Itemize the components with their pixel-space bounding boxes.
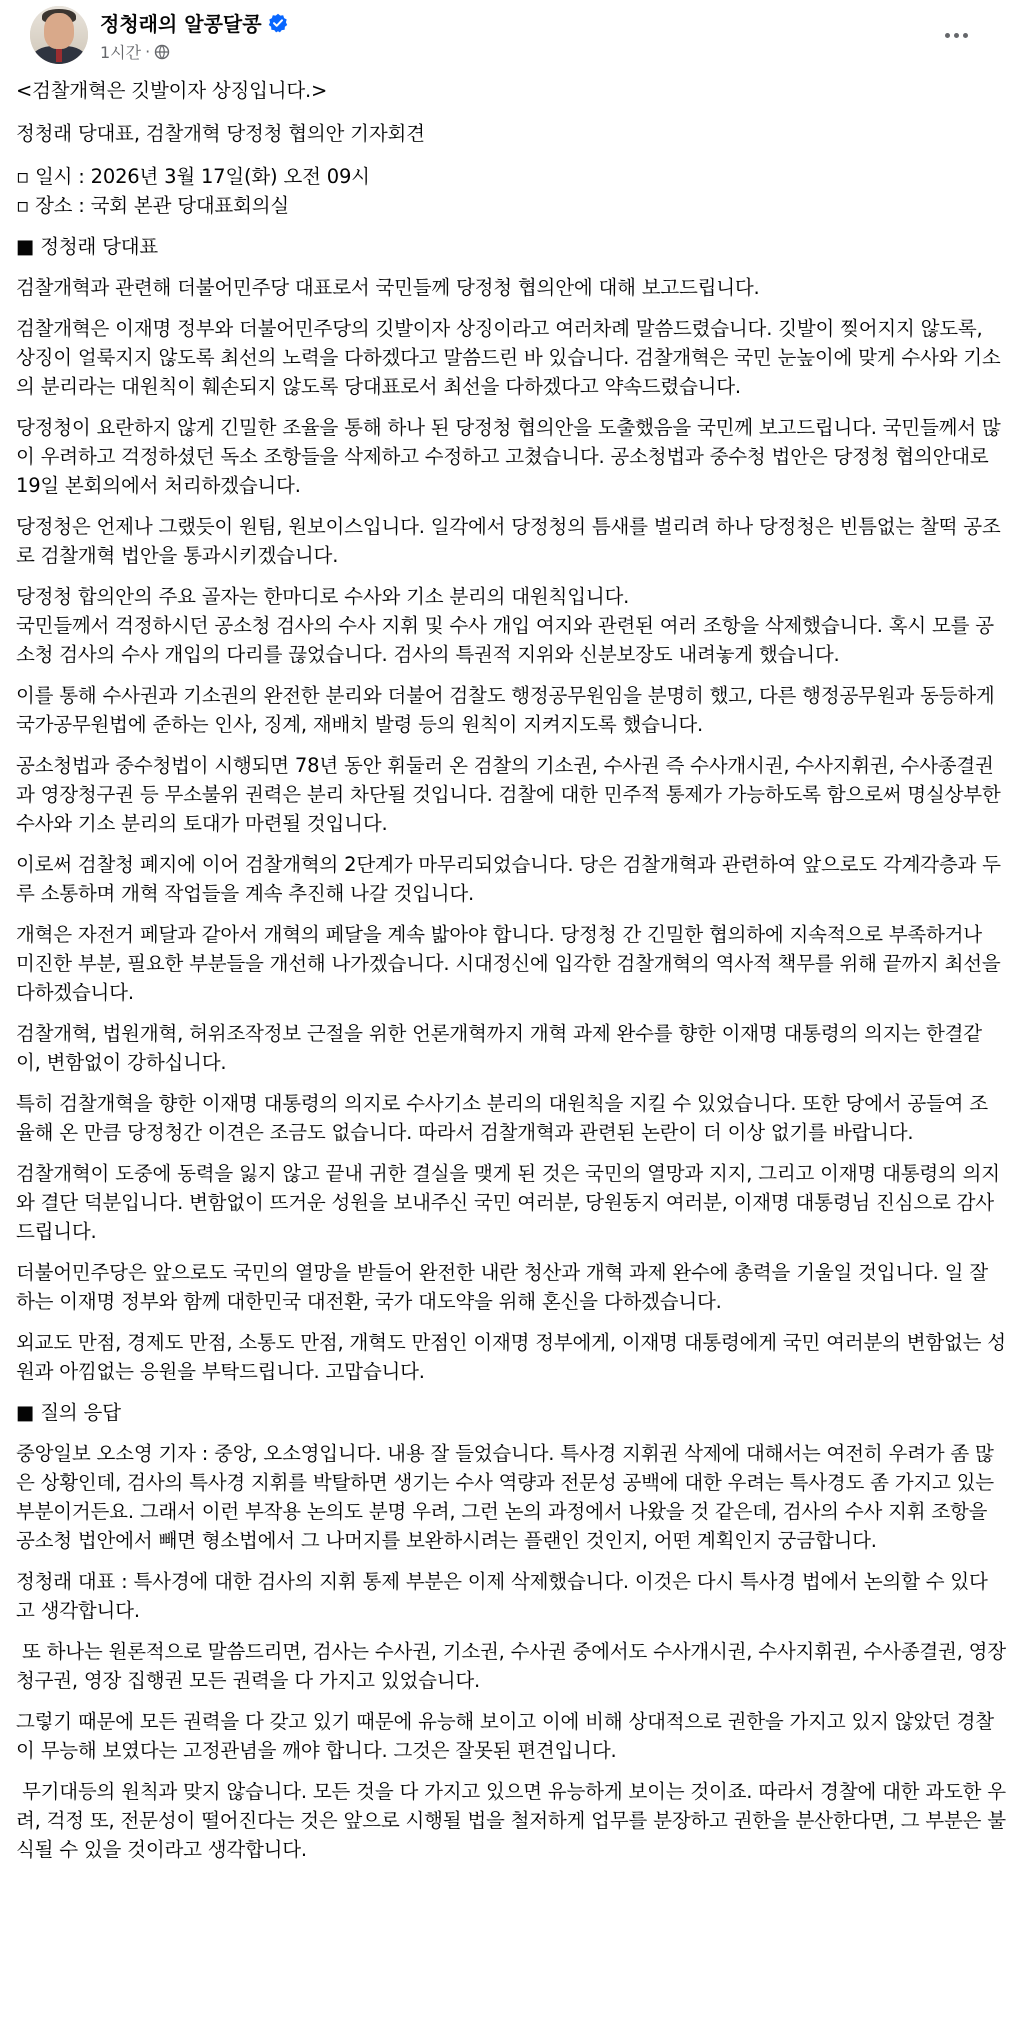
post-meta [100, 40, 170, 63]
post-subtitle: 정청래 당대표, 검찰개혁 당정청 협의안 기자회견 [16, 122, 425, 145]
paragraph: 당정청은 언제나 그랬듯이 원팀, 원보이스입니다. 일각에서 당정청의 틈새를 벌리려 하나 당정청은 빈틈없는 찰떡 공조로 검찰개혁 법안을 통과시키겠습니다. [16, 515, 1001, 567]
paragraph: 공소청법과 중수청법이 시행되면 78년 동안 휘둘러 온 검찰의 기소권, 수사권 즉 수사개시권, 수사지휘권, 수사종결권과 영장청구권 등 무소불위 권력은 분리 차단될 것입니다. 검찰에 대한 민주적 통제가 가능하도록 함으로써 명실상부한 수사와 기소 분리의 토대가 마련될 것입니다. [16, 754, 1007, 835]
paragraph: 당정청이 요란하지 않게 긴밀한 조율을 통해 하나 된 당정청 협의안을 도출했음을 국민께 보고드립니다. 국민들께서 많이 우려하고 걱정하셨던 독소 조항들을 삭제하고 수정하고 고쳤습니다. 공소청법과 중수청 법안은 당정청 협의안대로 19일 본회의에서 처리하겠습니다. [16, 416, 1001, 497]
paragraph: 정청래 대표 : 특사경에 대한 검사의 지휘 통제 부분은 이제 삭제했습니다. 이것은 다시 특사경 법에서 논의할 수 있다고 생각합니다. [16, 1570, 988, 1622]
paragraph: 그렇기 때문에 모든 권력을 다 갖고 있기 때문에 유능해 보이고 이에 비해 상대적으로 권한을 가지고 있지 않았던 경찰이 무능해 보였다는 고정관념을 깨야 합니다. 그것은 잘못된 편견입니다. [16, 1710, 994, 1762]
section-heading: ■ 질의 응답 [16, 1401, 121, 1424]
paragraph: 무기대등의 원칙과 맞지 않습니다. 모든 것을 다 가지고 있으면 유능하게 보이는 것이죠. 따라서 경찰에 대한 과도한 우려, 걱정 또, 전문성이 떨어진다는 것은 앞으로 시행될 법을 철저하게 업무를 분장하고 권한을 분산한다면, 그 부분은 불식될 수 있을 것이라고 생각합니다. [16, 1780, 1006, 1861]
paragraph: 당정청 합의안의 주요 골자는 한마디로 수사와 기소 분리의 대원칙입니다. [16, 585, 630, 608]
event-date: ▫︎ 일시 : 2026년 3월 17일(화) 오전 09시 [16, 165, 370, 188]
paragraph: 또 하나는 원론적으로 말씀드리면, 검사는 수사권, 기소권, 수사권 중에서도 수사개시권, 수사지휘권, 수사종결권, 영장 청구권, 영장 집행권 모든 권력을 다 가지고 있었습니다. [16, 1640, 1012, 1692]
author-avatar[interactable] [30, 6, 88, 64]
paragraph: 이를 통해 수사권과 기소권의 완전한 분리와 더불어 검찰도 행정공무원임을 분명히 했고, 다른 행정공무원과 동등하게 국가공무원법에 준하는 인사, 징계, 재배치 발령 등의 원칙이 지켜지도록 했습니다. [16, 684, 1001, 736]
paragraph: 특히 검찰개혁을 향한 이재명 대통령의 의지로 수사기소 분리의 대원칙을 지킬 수 있었습니다. 또한 당에서 공들여 조율해 온 만큼 당정청간 이견은 조금도 없습니다. 따라서 검찰개혁과 관련된 논란이 더 이상 없기를 바랍니다. [16, 1092, 988, 1144]
post-headline: <검찰개혁은 깃발이자 상징입니다.> [16, 79, 328, 102]
globe-icon[interactable] [154, 44, 170, 60]
post-time[interactable]: 1시간 [100, 43, 142, 62]
paragraph: 검찰개혁은 이재명 정부와 더불어민주당의 깃발이자 상징이라고 여러차례 말씀드렸습니다. 깃발이 찢어지지 않도록, 상징이 얼룩지지 않도록 최선의 노력을 다하겠다고 말씀드린 바 있습니다. 검찰개혁은 국민 눈높이에 맞게 수사와 기소의 분리라는 대원칙이 훼손되지 않도록 당대표로서 최선을 다하겠다고 약속드렸습니다. [16, 317, 1001, 398]
paragraph: 개혁은 자전거 페달과 같아서 개혁의 페달을 계속 밟아야 합니다. 당정청 간 긴밀한 협의하에 지속적으로 부족하거나 미진한 부분, 필요한 부분들을 개선해 나가겠습니다. 시대정신에 입각한 검찰개혁의 역사적 책무를 위해 끝까지 최선을 다하겠습니다. [16, 923, 1007, 1004]
paragraph: 국민들께서 걱정하시던 공소청 검사의 수사 지휘 및 수사 개입 여지와 관련된 여러 조항을 삭제했습니다. 혹시 모를 공소청 검사의 수사 개입의 다리를 끊었습니다. 검사의 특권적 지위와 신분보장도 내려놓게 했습니다. [16, 614, 994, 666]
post-header [16, 0, 998, 76]
paragraph: 검찰개혁이 도중에 동력을 잃지 않고 끝내 귀한 결실을 맺게 된 것은 국민의 열망과 지지, 그리고 이재명 대통령의 의지와 결단 덕분입니다. 변함없이 뜨거운 성원을 보내주신 국민 여러분, 당원동지 여러분, 이재명 대통령님 진심으로 감사드립니다. [16, 1162, 1000, 1243]
event-location: ▫︎ 장소 : 국회 본관 당대표회의실 [16, 194, 290, 217]
more-options-icon[interactable] [936, 18, 976, 52]
author-name[interactable]: 정청래의 알콩달콩 [100, 12, 262, 36]
paragraph: 더불어민주당은 앞으로도 국민의 열망을 받들어 완전한 내란 청산과 개혁 과제 완수에 총력을 기울일 것입니다. 일 잘하는 이재명 정부와 함께 대한민국 대전환, 국가 대도약을 위해 혼신을 다하겠습니다. [16, 1261, 988, 1313]
paragraph: 외교도 만점, 경제도 만점, 소통도 만점, 개혁도 만점인 이재명 정부에게, 이재명 대통령에게 국민 여러분의 변함없는 성원과 아낌없는 응원을 부탁드립니다. 고맙습니다. [16, 1331, 1006, 1383]
section-heading: ■ 정청래 당대표 [16, 235, 159, 258]
verified-badge-icon [268, 13, 288, 33]
paragraph: 검찰개혁과 관련해 더불어민주당 대표로서 국민들께 당정청 협의안에 대해 보고드립니다. [16, 276, 760, 299]
post-body [16, 76, 1012, 1864]
paragraph: 이로써 검찰청 폐지에 이어 검찰개혁의 2단계가 마무리되었습니다. 당은 검찰개혁과 관련하여 앞으로도 각계각층과 두루 소통하며 개혁 작업들을 계속 추진해 나갈 것입니다. [16, 853, 1001, 905]
author-line [100, 8, 288, 37]
paragraph: 중앙일보 오소영 기자 : 중앙, 오소영입니다. 내용 잘 들었습니다. 특사경 지휘권 삭제에 대해서는 여전히 우려가 좀 많은 상황인데, 검사의 특사경 지휘를 박탈하면 생기는 수사 역량과 전문성 공백에 대한 우려는 특사경도 좀 가지고 있는 부분이거든요. 그래서 이런 부작용 논의도 분명 우려, 그런 논의 과정에서 나왔을 것 같은데, 검사의 수사 지휘 조항을 공소청 법안에서 빼면 형소법에서 그 나머지를 보완하시려는 플랜인 것인지, 어떤 계획인지 궁금합니다. [16, 1442, 1000, 1552]
meta-separator: · [145, 42, 151, 61]
paragraph: 검찰개혁, 법원개혁, 허위조작정보 근절을 위한 언론개혁까지 개혁 과제 완수를 향한 이재명 대통령의 의지는 한결같이, 변함없이 강하십니다. [16, 1022, 982, 1074]
